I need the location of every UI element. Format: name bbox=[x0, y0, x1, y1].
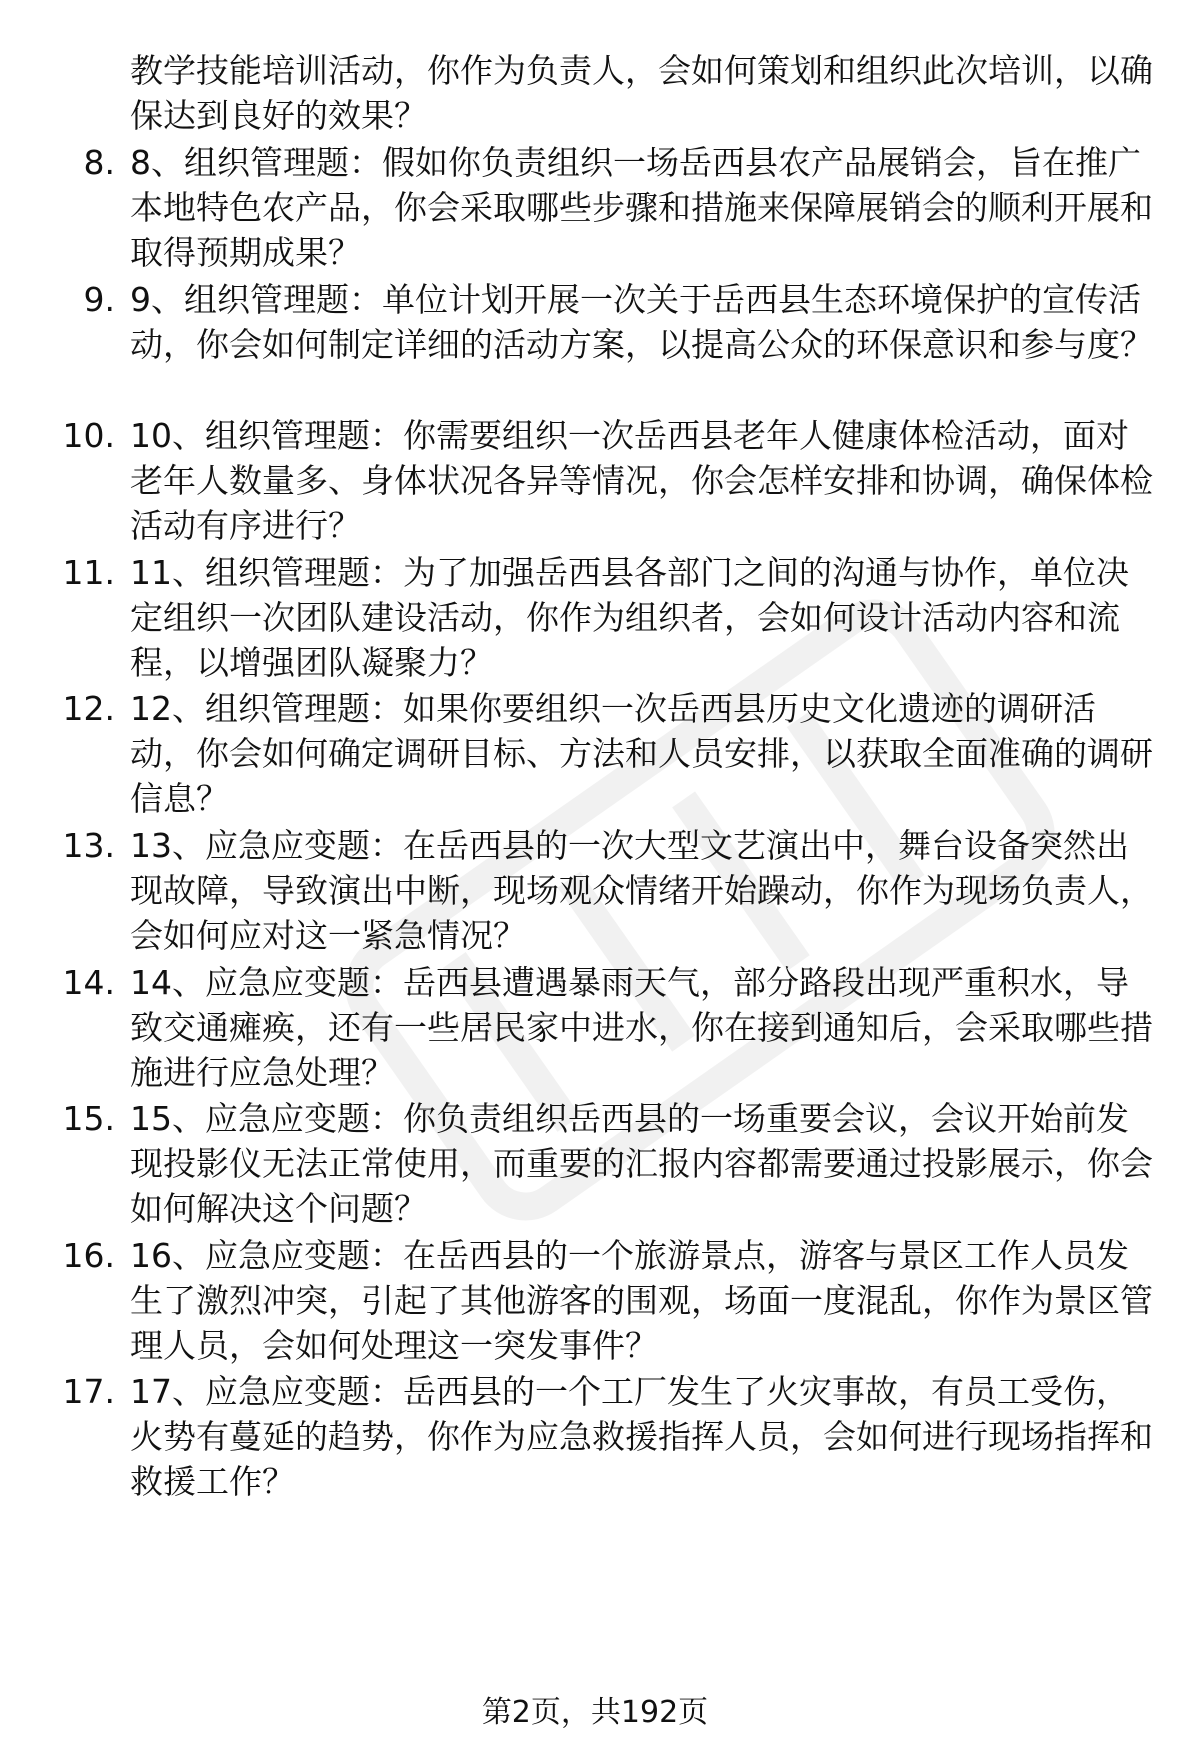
question-text: 17、应急应变题：岳西县的一个工厂发生了火灾事故，有员工受伤，火势有蔓延的趋势，你作为应急救援指挥人员，会如何进行现场指挥和救援工作？ bbox=[130, 1372, 1153, 1501]
question-text: 12、组织管理题：如果你要组织一次岳西县历史文化遗迹的调研活动，你会如何确定调研目标、方法和人员安排，以获取全面准确的调研信息？ bbox=[130, 689, 1153, 818]
question-text: 10、组织管理题：你需要组织一次岳西县老年人健康体检活动，面对老年人数量多、身体状况各异等情况，你会怎样安排和协调，确保体检活动有序进行？ bbox=[130, 416, 1153, 545]
item-number: 10. bbox=[62, 416, 115, 455]
question-text: 16、应急应变题：在岳西县的一个旅游景点，游客与景区工作人员发生了激烈冲突，引起了其他游客的围观，场面一度混乱，你作为景区管理人员，会如何处理这一突发事件？ bbox=[130, 1236, 1153, 1365]
question-text: 13、应急应变题：在岳西县的一次大型文艺演出中，舞台设备突然出现故障，导致演出中断，现场观众情绪开始躁动，你作为现场负责人，会如何应对这一紧急情况？ bbox=[130, 826, 1153, 955]
item-number: 16. bbox=[62, 1236, 115, 1275]
item-number: 11. bbox=[62, 553, 115, 592]
continuation-text: 教学技能培训活动，你作为负责人，会如何策划和组织此次培训，以确保达到良好的效果？ bbox=[130, 51, 1153, 135]
question-text: 15、应急应变题：你负责组织岳西县的一场重要会议，会议开始前发现投影仪无法正常使用，而重要的汇报内容都需要通过投影展示，你会如何解决这个问题？ bbox=[130, 1099, 1153, 1228]
item-number: 8. bbox=[83, 143, 115, 182]
item-number: 12. bbox=[62, 689, 115, 728]
question-text: 11、组织管理题：为了加强岳西县各部门之间的沟通与协作，单位决定组织一次团队建设活动，你作为组织者，会如何设计活动内容和流程，以增强团队凝聚力？ bbox=[130, 553, 1129, 682]
page-footer: 第2页，共192页 bbox=[481, 1695, 709, 1730]
item-number: 15. bbox=[62, 1099, 115, 1138]
item-number: 14. bbox=[62, 963, 115, 1002]
item-number: 13. bbox=[62, 826, 115, 865]
item-number: 9. bbox=[83, 280, 115, 319]
question-text: 9、组织管理题：单位计划开展一次关于岳西县生态环境保护的宣传活动，你会如何制定详细的活动方案，以提高公众的环保意识和参与度？ bbox=[130, 280, 1153, 364]
item-number: 17. bbox=[62, 1372, 115, 1411]
question-text: 8、组织管理题：假如你负责组织一场岳西县农产品展销会，旨在推广本地特色农产品，你会采取哪些步骤和措施来保障展销会的顺利开展和取得预期成果？ bbox=[130, 143, 1153, 272]
question-text: 14、应急应变题：岳西县遭遇暴雨天气，部分路段出现严重积水，导致交通瘫痪，还有一些居民家中进水，你在接到通知后，会采取哪些措施进行应急处理？ bbox=[130, 963, 1153, 1092]
